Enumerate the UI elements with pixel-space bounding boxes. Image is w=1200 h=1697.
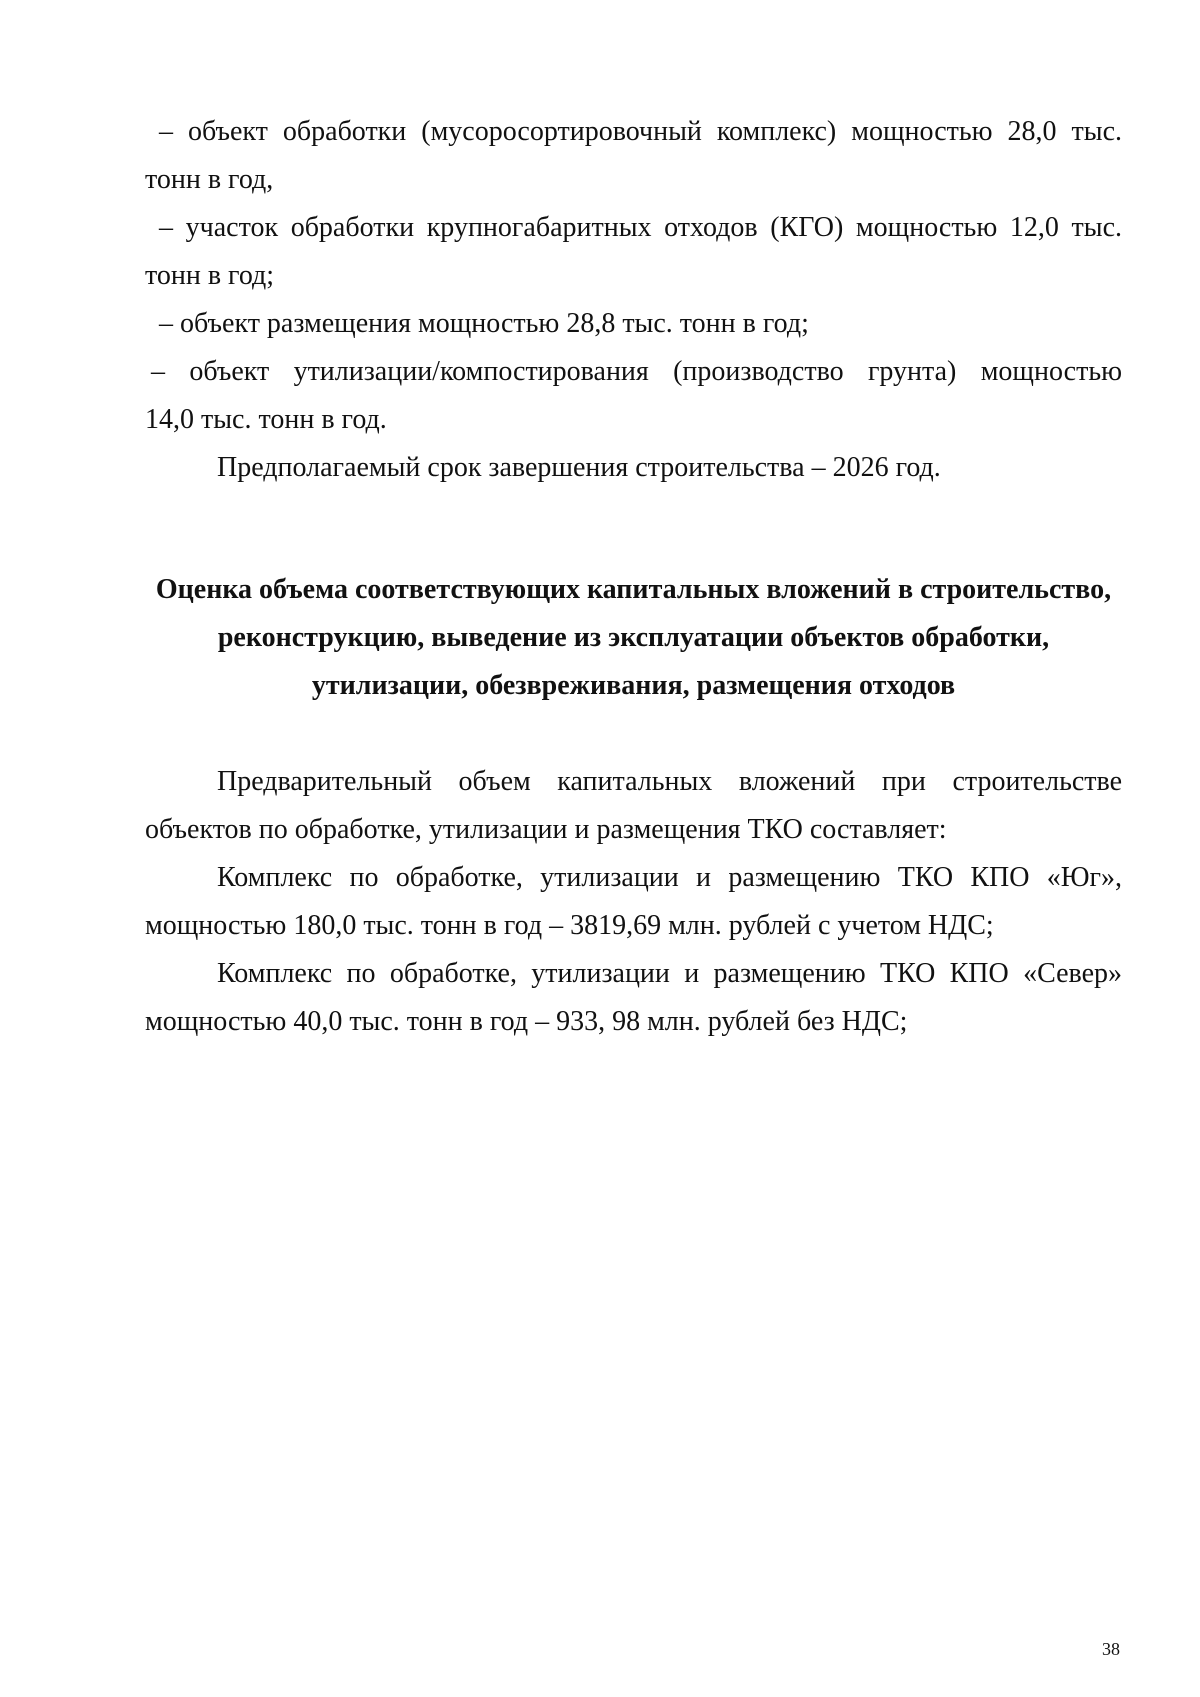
list-item-kgo-line2: тонн в год; [145,260,275,291]
list-item-sorting-line2: тонн в год, [145,164,274,195]
investment-paragraphs [145,758,1122,1046]
paragraph-north-complex-line2: мощностью 40,0 тыс. тонн в год – 933, 98 млн. рублей без НДС; [145,1006,908,1037]
capacity-list [145,108,1122,492]
list-item-placement: – объект размещения мощностью 28,8 тыс. тонн в год; [159,308,809,339]
paragraph-south-complex-line1: Комплекс по обработке, утилизации и размещению ТКО КПО «Юг», [217,862,1122,893]
page-number: 38 [1102,1639,1120,1659]
section-heading [145,566,1122,710]
list-item-composting-line2: 14,0 тыс. тонн в год. [145,404,387,435]
section-heading-line2: реконструкцию, выведение из эксплуатации объектов обработки, [217,622,1050,653]
list-item-sorting-line1: – объект обработки (мусоросортировочный комплекс) мощностью 28,0 тыс. [159,116,1122,147]
paragraph-preliminary-line2: объектов по обработке, утилизации и размещения ТКО составляет: [145,814,947,845]
list-item-composting-line1: – объект утилизации/компостирования (производство грунта) мощностью [151,356,1122,387]
paragraph-south-complex-line2: мощностью 180,0 тыс. тонн в год – 3819,69 млн. рублей с учетом НДС; [145,910,994,941]
list-item-kgo-line1: – участок обработки крупногабаритных отходов (КГО) мощностью 12,0 тыс. [159,212,1122,243]
paragraph-preliminary-line1: Предварительный объем капитальных вложений при строительстве [217,766,1122,797]
section-heading-line3: утилизации, обезвреживания, размещения отходов [311,670,956,701]
paragraph-north-complex-line1: Комплекс по обработке, утилизации и размещению ТКО КПО «Север» [217,958,1122,989]
section-heading-line1: Оценка объема соответствующих капитальных вложений в строительство, [155,574,1112,605]
completion-date-text: Предполагаемый срок завершения строительства – 2026 год. [217,452,941,483]
